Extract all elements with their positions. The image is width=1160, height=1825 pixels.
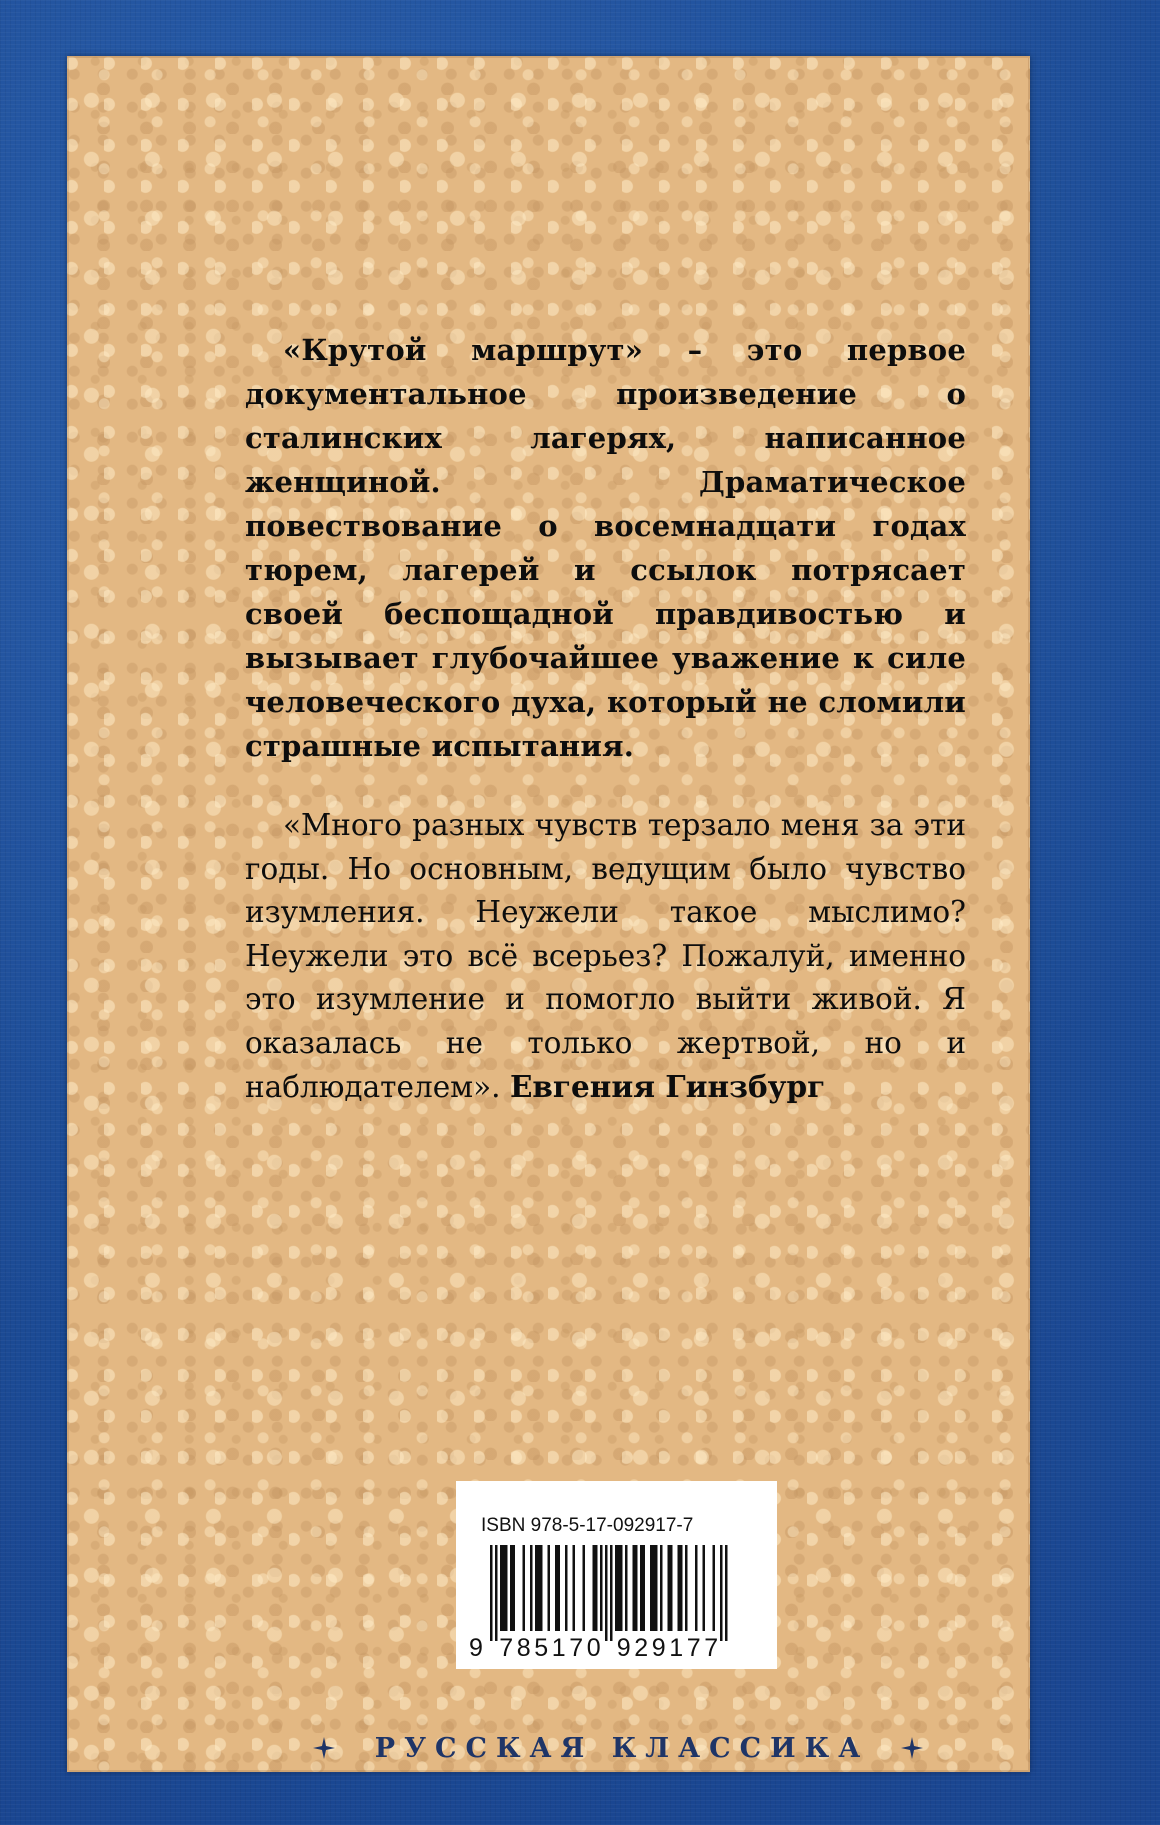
barcode-bar (695, 1545, 698, 1631)
barcode-bar (668, 1545, 671, 1631)
barcode-bar (600, 1545, 603, 1631)
barcode-digit: 9 (651, 1634, 666, 1662)
barcode-bar (670, 1545, 673, 1631)
star-ornament-icon (312, 1736, 336, 1760)
barcode-bar (530, 1545, 533, 1631)
barcode-bar (678, 1545, 681, 1631)
annotation-text: «Крутой маршрут» – это первое документальное произведение о сталинских лагерях, написанное женщиной. Драматическое повествование о восемнадцати годах тюрем, лагерей и ссылок потрясает своей беспощадной правдивостью и вызывает глубочайшее уважение к силе человеческого духа, который не сломили страшные испытания. (245, 333, 966, 763)
barcode-bar (555, 1545, 558, 1631)
barcode-bar (653, 1545, 656, 1631)
barcode-digit: 9 (616, 1634, 631, 1662)
barcode-bar (655, 1545, 658, 1631)
quote-author: Евгения Гинзбург (509, 1069, 826, 1104)
barcode-bar (620, 1545, 623, 1631)
barcode-bar (503, 1545, 506, 1631)
barcode-bar (720, 1545, 723, 1641)
barcode-digit: 9 (469, 1634, 483, 1662)
barcode-digit: 0 (586, 1634, 601, 1662)
barcode (456, 1481, 777, 1669)
barcode-bar (643, 1545, 646, 1631)
barcode-digit: 1 (669, 1634, 684, 1662)
barcode-bar (573, 1545, 576, 1631)
barcode-bar (495, 1545, 498, 1641)
barcode-bar (538, 1545, 541, 1631)
barcode-bar (640, 1545, 643, 1631)
barcode-digit: 8 (516, 1634, 531, 1662)
barcode-bar (650, 1545, 653, 1631)
barcode-digit: 5 (534, 1634, 549, 1662)
barcode-bar (505, 1545, 508, 1631)
barcode-bar (713, 1545, 716, 1631)
barcode-bar (635, 1545, 638, 1631)
barcode-digit: 7 (686, 1634, 701, 1662)
barcode-bar (633, 1545, 636, 1631)
barcode-digit: 7 (499, 1634, 514, 1662)
barcode-box (456, 1481, 777, 1669)
barcode-digit: 7 (569, 1634, 584, 1662)
barcode-bar (685, 1545, 688, 1631)
barcode-bar (513, 1545, 516, 1631)
barcode-digits (469, 1634, 718, 1662)
barcode-bar (680, 1545, 683, 1631)
quote-block (245, 804, 966, 1110)
cover-panel (67, 56, 1030, 1772)
barcode-digit: 2 (634, 1634, 649, 1662)
barcode-bar (660, 1545, 663, 1631)
barcode-bars (490, 1545, 728, 1641)
barcode-bar (615, 1545, 618, 1631)
star-ornament-icon (900, 1736, 924, 1760)
barcode-digit: 7 (704, 1634, 719, 1662)
quote-text: «Много разных чувств терзало меня за эти годы. Но основным, ведущим было чувство изумления. Неужели такое мыслимо? Неужели это всё всерьез? Пожалуй, именно это изумление и помогло выйти живой. Я оказалась не только жертвой, но и наблюдателем». (245, 808, 966, 1104)
barcode-bar (540, 1545, 543, 1631)
barcode-bar (558, 1545, 561, 1631)
barcode-bar (618, 1545, 621, 1631)
series-title: РУССКАЯ КЛАССИКА (374, 1732, 870, 1764)
barcode-bar (523, 1545, 526, 1631)
barcode-bar (583, 1545, 586, 1631)
barcode-bar (548, 1545, 551, 1631)
barcode-bar (535, 1545, 538, 1631)
barcode-bar (510, 1545, 513, 1631)
barcode-bar (593, 1545, 596, 1631)
barcode-bar (725, 1545, 728, 1641)
barcode-bar (565, 1545, 568, 1631)
barcode-bar (625, 1545, 628, 1631)
barcode-bar (490, 1545, 493, 1641)
barcode-bar (595, 1545, 598, 1631)
series-footer (312, 1726, 924, 1770)
barcode-bar (610, 1545, 613, 1641)
barcode-bar (703, 1545, 706, 1631)
isbn-label: ISBN 978-5-17-092917-7 (481, 1515, 694, 1536)
barcode-bar (605, 1545, 608, 1641)
barcode-bar (500, 1545, 503, 1631)
barcode-digit: 1 (551, 1634, 566, 1662)
